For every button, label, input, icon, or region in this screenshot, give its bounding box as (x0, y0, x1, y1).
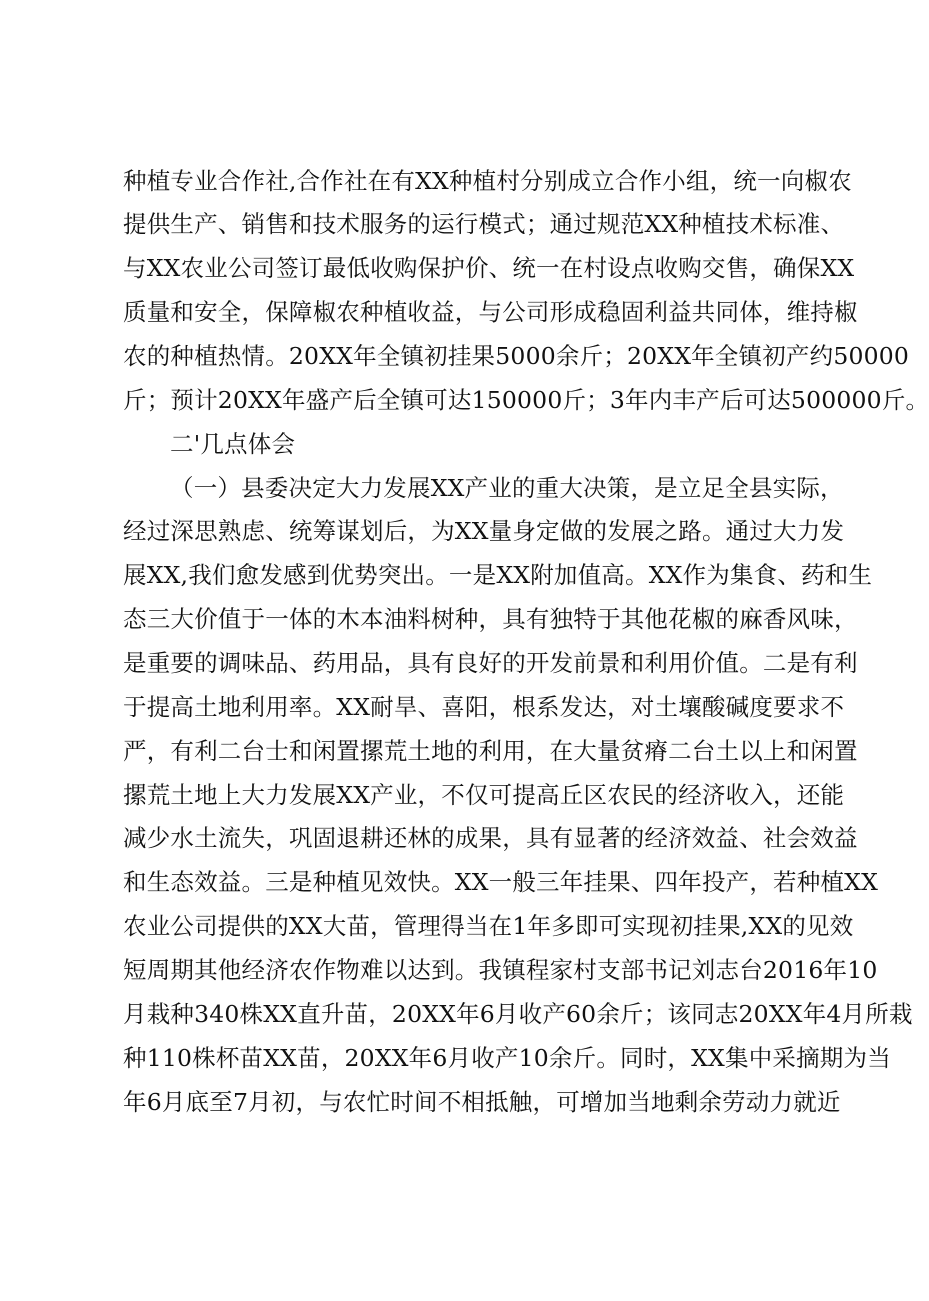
paragraph-line: （一）县委决定大力发展XX产业的重大决策，是立足全县实际， (170, 474, 844, 502)
paragraph-line: 月栽种340株XX直升苗，20XX年6月收产60余斤；该同志20XX年4月所栽 (123, 1000, 913, 1028)
paragraph-line: 态三大价值于一体的木本油料树种，具有独特于其他花椒的麻香风味， (123, 605, 858, 633)
text-line: 与XX农业公司签订最低收购保护价、统一在村设点收购交售，确保XX (123, 254, 855, 282)
paragraph-line: 农业公司提供的XX大苗，管理得当在1年多即可实现初挂果,XX的见效 (123, 912, 854, 940)
text-line: 提供生产、销售和技术服务的运行模式；通过规范XX种植技术标准、 (123, 210, 845, 238)
text-line: 斤；预计20XX年盛产后全镇可达150000斤；3年内丰产后可达500000斤。 (123, 386, 929, 414)
paragraph-line: 是重要的调味品、药用品，具有良好的开发前景和利用价值。二是有利 (123, 649, 858, 677)
text-line: 种植专业合作社,合作社在有XX种植村分别成立合作小组，统一向椒农 (123, 167, 852, 195)
paragraph-line: 年6月底至7月初，与农忙时间不相抵触，可增加当地剩余劳动力就近 (123, 1088, 841, 1116)
paragraph-line: 和生态效益。三是种植见效快。XX一般三年挂果、四年投产，若种植XX (123, 868, 879, 896)
paragraph-line: 于提高土地利用率。XX耐旱、喜阳，根系发达，对土壤酸碱度要求不 (123, 693, 845, 721)
paragraph-line: 严，有利二台士和闲置摞荒土地的利用，在大量贫瘠二台土以上和闲置 (123, 737, 858, 765)
section-heading: 二'几点体会 (170, 430, 296, 458)
text-line: 质量和安全，保障椒农种植收益，与公司形成稳固利益共同体，维持椒 (123, 298, 858, 326)
paragraph-line: 经过深思熟虑、统筹谋划后，为XX量身定做的发展之路。通过大力发 (123, 517, 845, 545)
text-line: 农的种植热情。20XX年全镇初挂果5000余斤；20XX年全镇初产约50000 (123, 342, 910, 370)
paragraph-line: 种110株杯苗XX苗，20XX年6月收产10余斤。同时，XX集中采摘期为当 (123, 1044, 891, 1072)
paragraph-line: 摞荒土地上大力发展XX产业，不仅可提高丘区农民的经济收入，还能 (123, 781, 845, 809)
paragraph-line: 减少水土流失，巩固退耕还林的成果，具有显著的经济效益、社会效益 (123, 824, 858, 852)
paragraph-line: 展XX,我们愈发感到优势突出。一是XX附加值高。XX作为集食、药和生 (123, 561, 873, 589)
paragraph-line: 短周期其他经济农作物难以达到。我镇程家村支部书记刘志台2016年10 (123, 956, 878, 984)
